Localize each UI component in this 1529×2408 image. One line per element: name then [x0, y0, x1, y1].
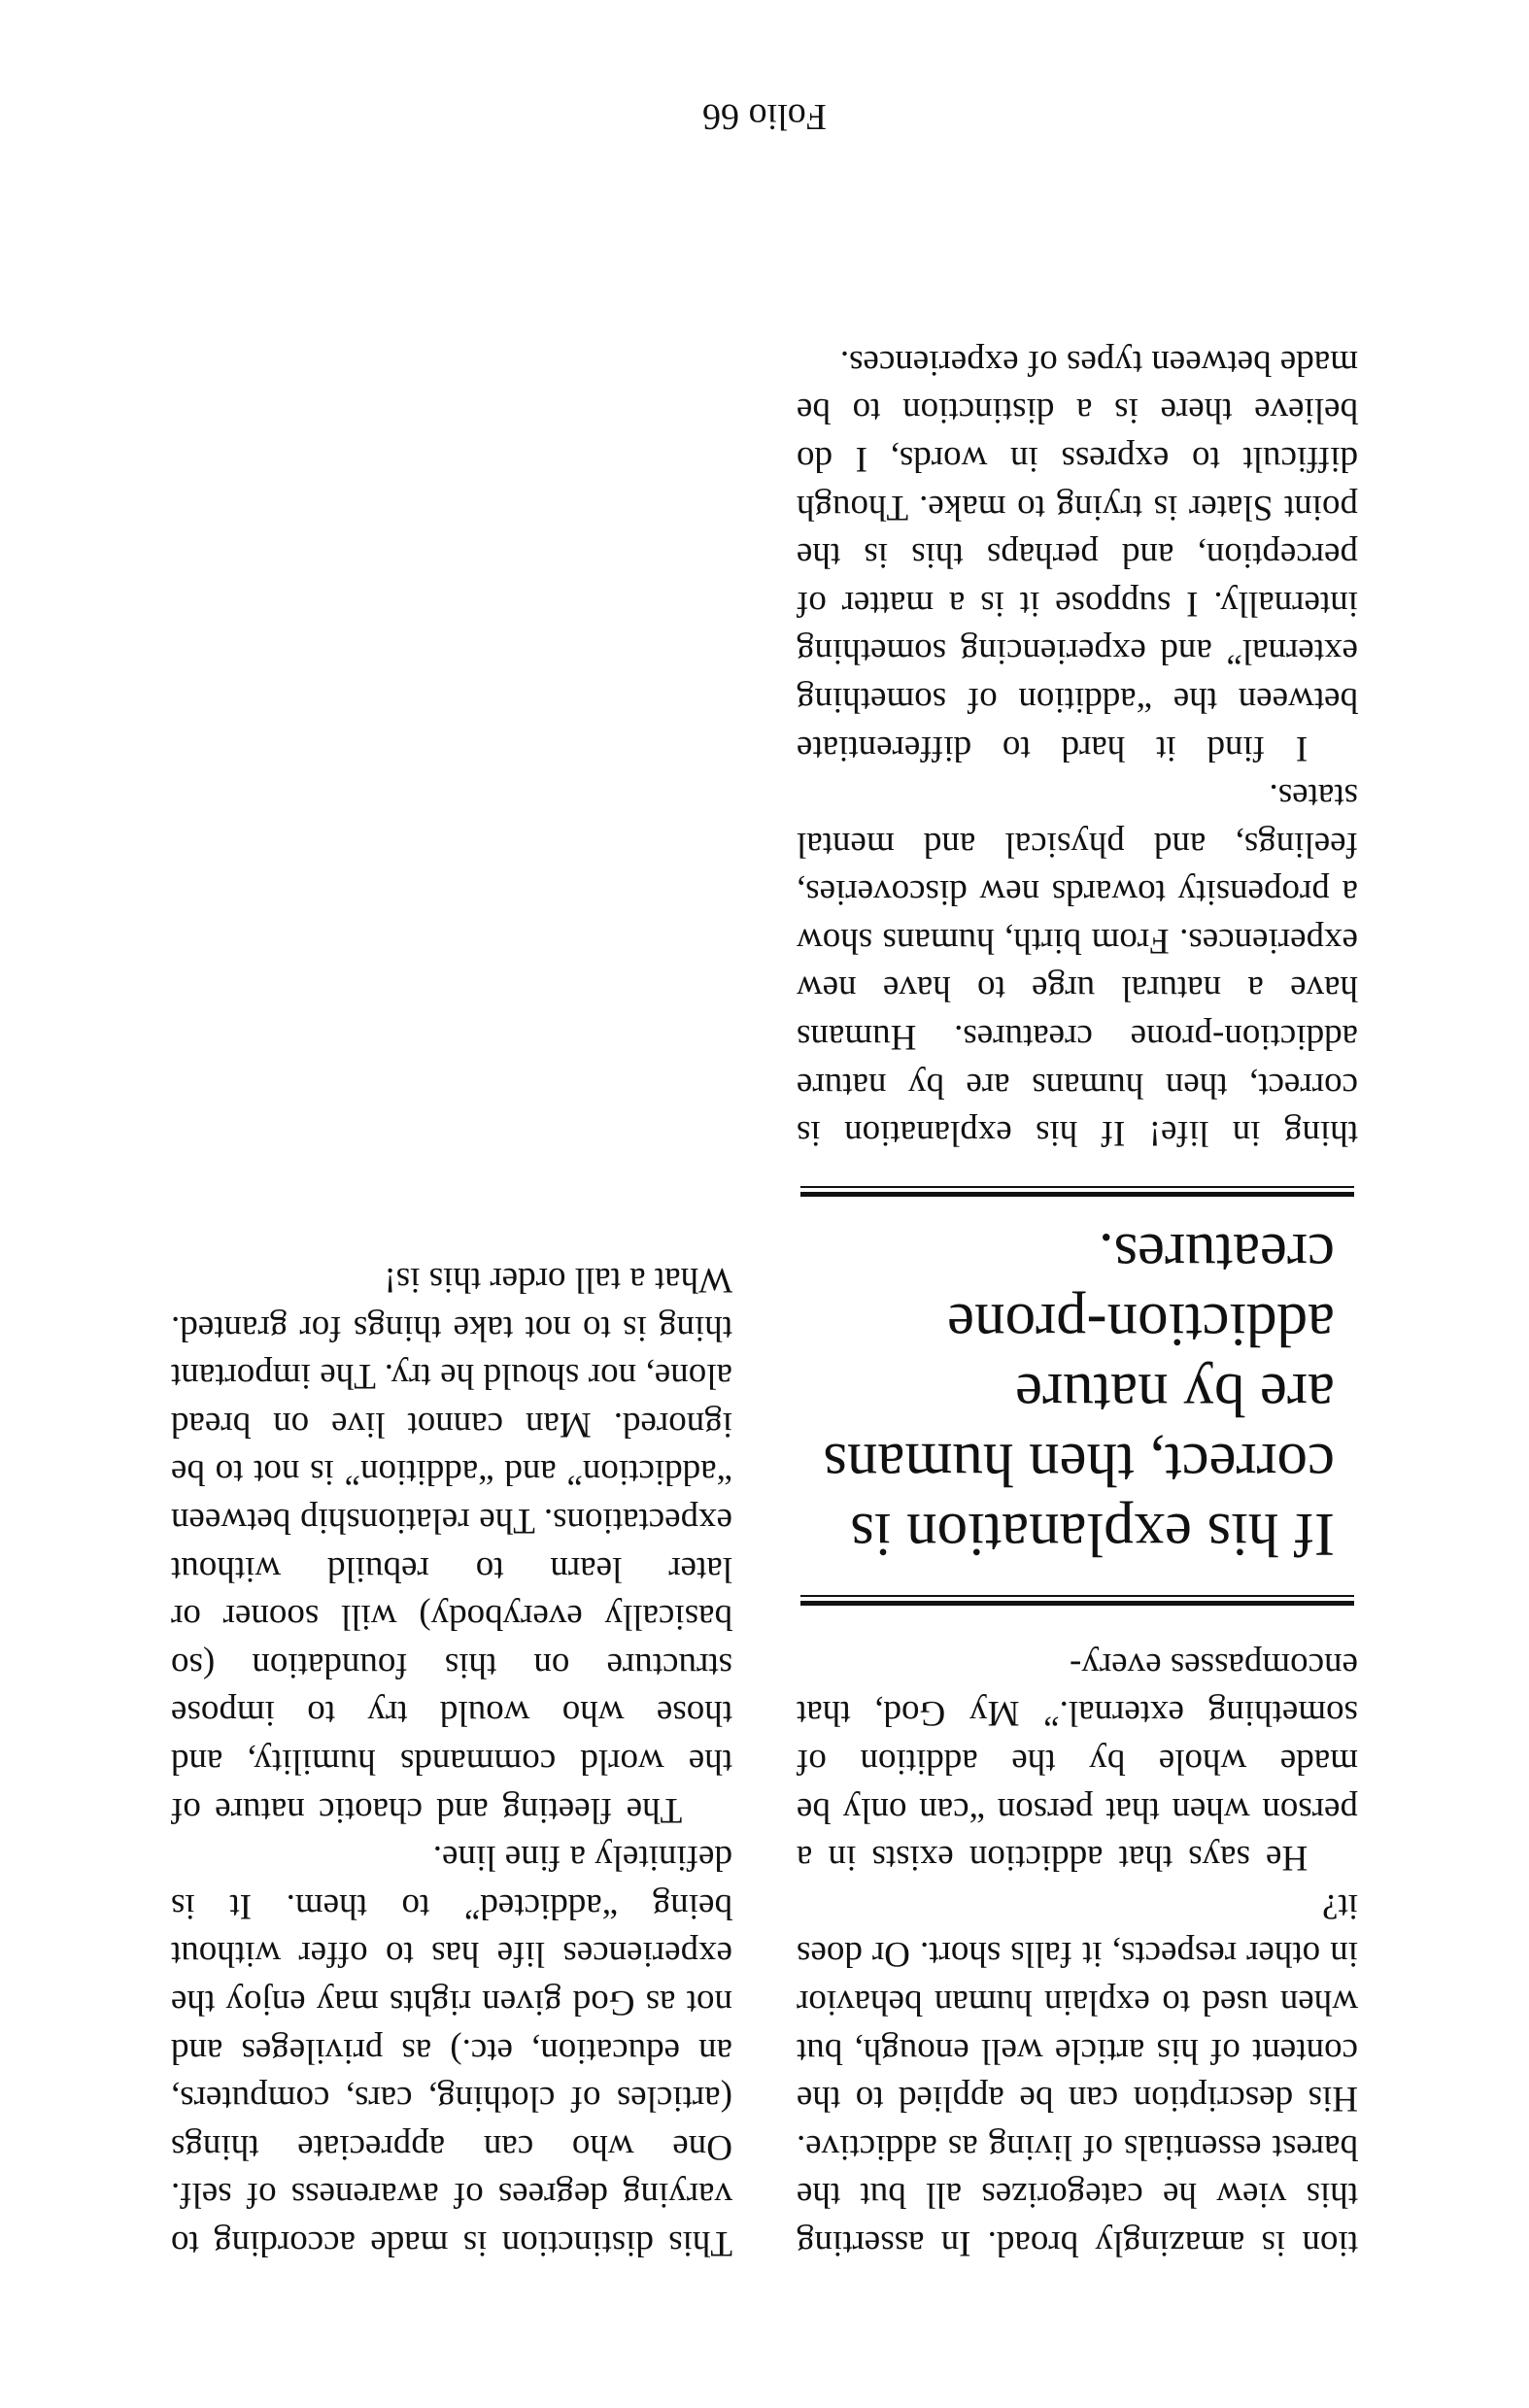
pull-quote-bottom-rule [800, 1186, 1354, 1197]
pull-quote-text: If his explanation is correct, then humans are by nature addiction-prone creatures. [823, 1221, 1335, 1570]
right-column [171, 1256, 732, 2267]
left-paragraph-2: He says that addiction exists in a person when that person “can only be made whole by the addition of something external.” My God, that encompasses every- [797, 1645, 1358, 1879]
left-paragraph-3: thing in life! If his explanation is correct, then humans are by nature addiction-prone creatures. Humans have a natural urge to have new experiences. From birth, humans show a propensity towards new discoveries, feelings, and physical and mental states. [797, 776, 1358, 1154]
pull-quote [797, 1186, 1358, 1606]
left-paragraph-1: tion is amazingly broad. In asserting this view he categorizes all but the barest essentials of living as addictive. His description can be applied to the content of his article well enough, but when used to explain human behavior in other respects, it falls short. Or does it? [797, 1885, 1358, 2263]
pull-quote-top-rule [800, 1595, 1354, 1606]
left-column [797, 338, 1358, 2267]
left-paragraph-4: I find it hard to differentiate between the “addition of something external” and experiencing something internally. I suppose it is a matter of perception, and perhaps this is the point Slater is trying to make. Though difficult to express in words, I do believe there is a distinction to be made between types of experiences. [797, 342, 1358, 768]
folio-page-number: Folio 66 [702, 96, 827, 137]
right-paragraph-2: The fleeting and chaotic nature of the world commands humility, and those who would try to impose structure on this foundation (so basically everybody) will sooner or later learn to rebuild without expectations. The relationship between “addiction” and “addition” is not to be ignored. Man cannot live on bread alone, nor should he try. The important thing is to not take things for granted. What a tall order this is! [171, 1260, 732, 1830]
right-paragraph-1: This distinction is made according to varying degrees of awareness of self. One who can appreciate things (articles of clothing, cars, computers, an education, etc.) as privileges and not as God given rights may enjoy the experiences life has to offer without being “addicted” to them. It is definitely a fine line. [171, 1838, 732, 2263]
